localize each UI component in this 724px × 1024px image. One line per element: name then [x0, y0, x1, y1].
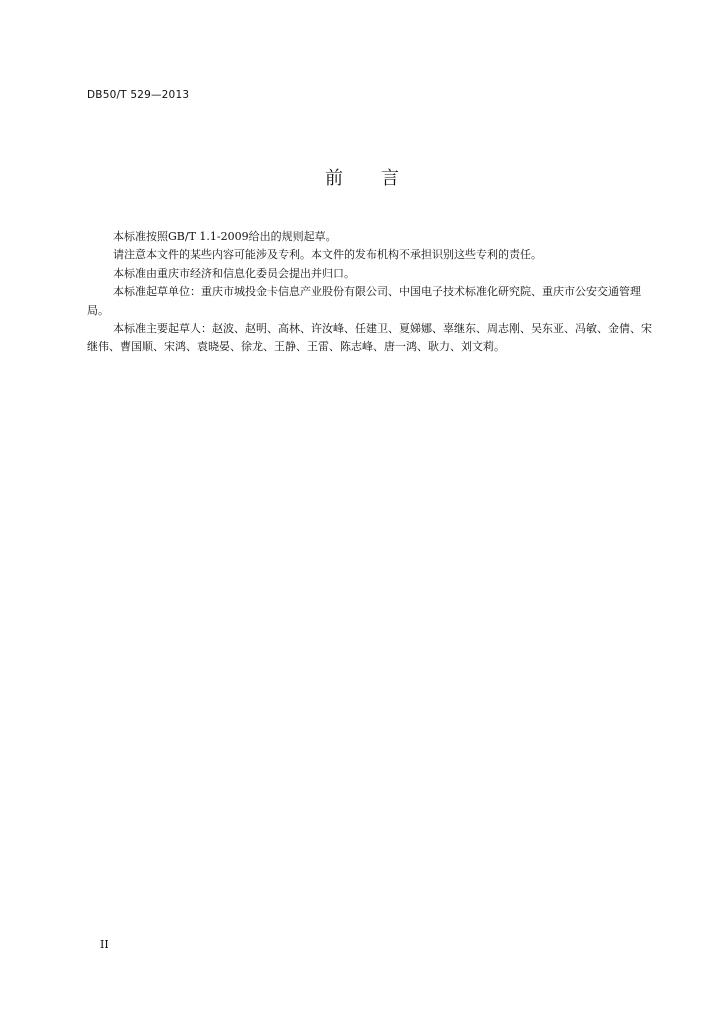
paragraph-drafters: 本标准主要起草人：赵波、赵明、高林、许汝峰、任建卫、夏娣娜、辜继东、周志刚、吴东亚、冯敏、金倩、宋继伟、曹国顺、宋鸿、袁晓晏、徐龙、王静、王雷、陈志峰、唐一鸿、耿力、刘文莉。 [87, 322, 652, 354]
foreword-body [87, 228, 657, 357]
title-char-1: 前 [325, 168, 343, 189]
page-number: II [100, 938, 109, 951]
paragraph-drafting-units: 本标准起草单位：重庆市城投金卡信息产业股份有限公司、中国电子技术标准化研究院、重庆市公安交通管理局。 [87, 285, 641, 317]
paragraph-patent-notice: 请注意本文件的某些内容可能涉及专利。本文件的发布机构不承担识别这些专利的责任。 [113, 248, 542, 262]
title-char-2: 言 [381, 168, 399, 189]
standard-code: DB50/T 529—2013 [87, 89, 190, 101]
paragraph-proposer: 本标准由重庆市经济和信息化委员会提出并归口。 [113, 266, 355, 280]
page-title [0, 164, 724, 190]
paragraph-drafting-rules: 本标准按照GB/T 1.1-2009给出的规则起草。 [113, 230, 337, 243]
